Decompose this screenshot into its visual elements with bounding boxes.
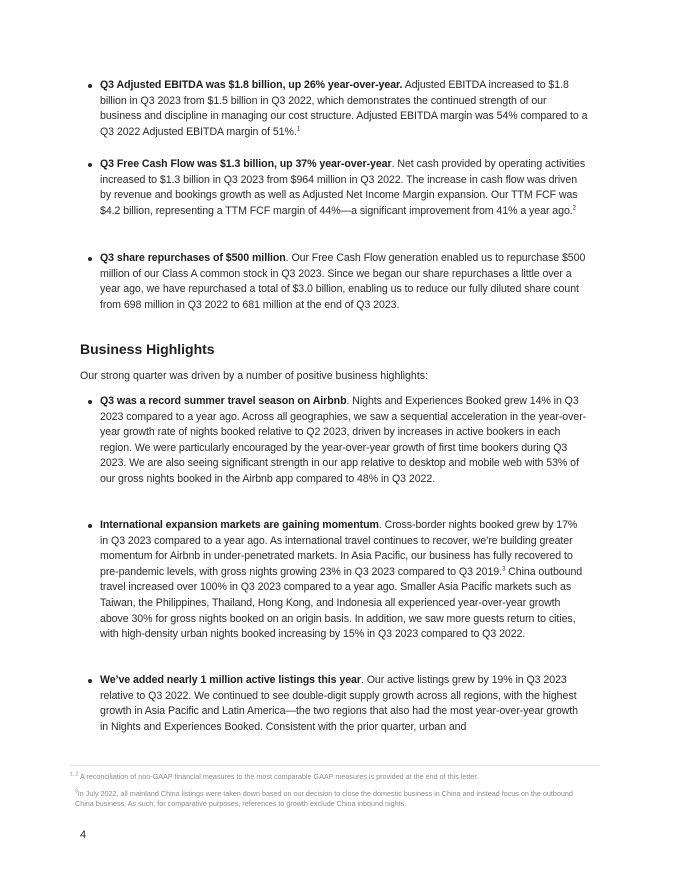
bullet-body: . Net cash provided by operating activities increased to $1.3 billion in Q3 2023 from $964 million in Q3 2022. The increase in cash flow was driven by revenue and bookings growth as well as Adjusted Net Income Margin expansion. Our TTM FCF was $4.2 billion, representing a TTM FCF margin of 44%—a significant improvement from 41% a year ago. xyxy=(100,158,586,217)
list-item-share-repurchases xyxy=(88,251,588,313)
list-item-adjusted-ebitda xyxy=(88,78,588,140)
financial-highlights-list xyxy=(88,78,588,313)
footnote-3 xyxy=(75,789,575,809)
section-heading: Business Highlights xyxy=(80,341,215,357)
bullet-lead: Q3 was a record summer travel season on Airbnb xyxy=(100,395,347,407)
bullet-body: . Cross-border nights booked grew by 17% in Q3 2023 compared to a year ago. As international travel continues to recover, we’re building greater momentum for Airbnb in under-penetrated markets. In Asia Pacific, our business has fully recovered to pre-pandemic levels, with gross nights growing 23% in Q3 2023 compared to Q3 2019. xyxy=(100,519,578,578)
bullet-body-continued: China outbound travel increased over 100% in Q3 2023 compared to a year ago. Smaller Asia Pacific markets such as Taiwan, the Philippines, Thailand, Hong Kong, and Indonesia all experienced year-over-year growth above 30% for gross nights booked on an origin basis. In addition, we saw more guests return to cities, with high-density urban nights booked increasing by 15% in Q3 2023 compared to Q3 2022. xyxy=(100,565,583,641)
section-intro: Our strong quarter was driven by a number of positive business highlights: xyxy=(80,370,429,382)
footnote-text: In July 2022, all mainland China listings were taken down based on our decision to close the domestic business in China and instead focus on the outbound China business. As such, for comparative purposes, references to growth exclude China inbound nights. xyxy=(75,789,573,808)
bullet-lead: Q3 Free Cash Flow was $1.3 billion, up 37% year-over-year xyxy=(100,158,392,170)
list-item-free-cash-flow xyxy=(88,157,588,234)
bullet-lead: Q3 share repurchases of $500 million xyxy=(100,252,286,264)
footnote-ref: 1 xyxy=(296,126,301,133)
bullet-body: . Nights and Experiences Booked grew 14% in Q3 2023 compared to a year ago. Across all geographies, we saw a sequential acceleration in the year-over-year growth rate of nights booked relative to Q2 2023, driven by increases in active bookers in each region. We were particularly encouraged by the year-over-year growth of first time bookers during Q3 2023. We are also seeing significant strength in our app relative to desktop and mobile web with 53% of our gross nights booked in the Airbnb app compared to 48% in Q3 2022. xyxy=(100,395,587,485)
list-item-summer-travel xyxy=(88,394,588,503)
business-highlights-list xyxy=(88,394,588,735)
bullet-lead: International expansion markets are gaining momentum xyxy=(100,519,379,531)
footnote-divider xyxy=(70,765,600,766)
bullet-body: Adjusted EBITDA increased to $1.8 billion in Q3 2023 from $1.5 billion in Q3 2022, which demonstrates the continued strength of our business and discipline in managing our cost structure. Adjusted EBITDA margin was 54% compared to a Q3 2022 Adjusted EBITDA margin of 51%. xyxy=(100,79,588,138)
footnote-mark: 3 xyxy=(75,788,78,795)
list-item-active-listings xyxy=(88,673,588,735)
bullet-body: . Our Free Cash Flow generation enabled us to repurchase $500 million of our Class A common stock in Q3 2023. Since we began our share repurchases a little over a year ago, we have repurchased a total of $3.0 billion, enabling us to reduce our fully diluted share count from 698 million in Q3 2022 to 681 million at the end of Q3 2023. xyxy=(100,252,586,311)
bullet-lead: Q3 Adjusted EBITDA was $1.8 billion, up 26% year-over-year. xyxy=(100,79,403,91)
list-item-international-expansion xyxy=(88,518,588,658)
footnote-text: A reconciliation of non-GAAP financial measures to the most comparable GAAP measures is provided at the end of this letter. xyxy=(78,772,479,781)
bullet-body: . Our active listings grew by 19% in Q3 2023 relative to Q3 2022. We continued to see double-digit supply growth across all regions, with the highest growth in Asia Pacific and Latin America—the two regions that also had the most year-over-year growth in Nights and Experiences Booked. Consistent with the prior quarter, urban and xyxy=(100,674,578,733)
page-number: 4 xyxy=(80,829,87,841)
footnote-mark: 1, 2 xyxy=(70,771,79,778)
footnote-1-2 xyxy=(70,772,570,782)
footnote-ref: 2 xyxy=(572,205,576,212)
footnote-ref: 3 xyxy=(502,566,506,573)
bullet-lead: We’ve added nearly 1 million active listings this year xyxy=(100,674,361,686)
